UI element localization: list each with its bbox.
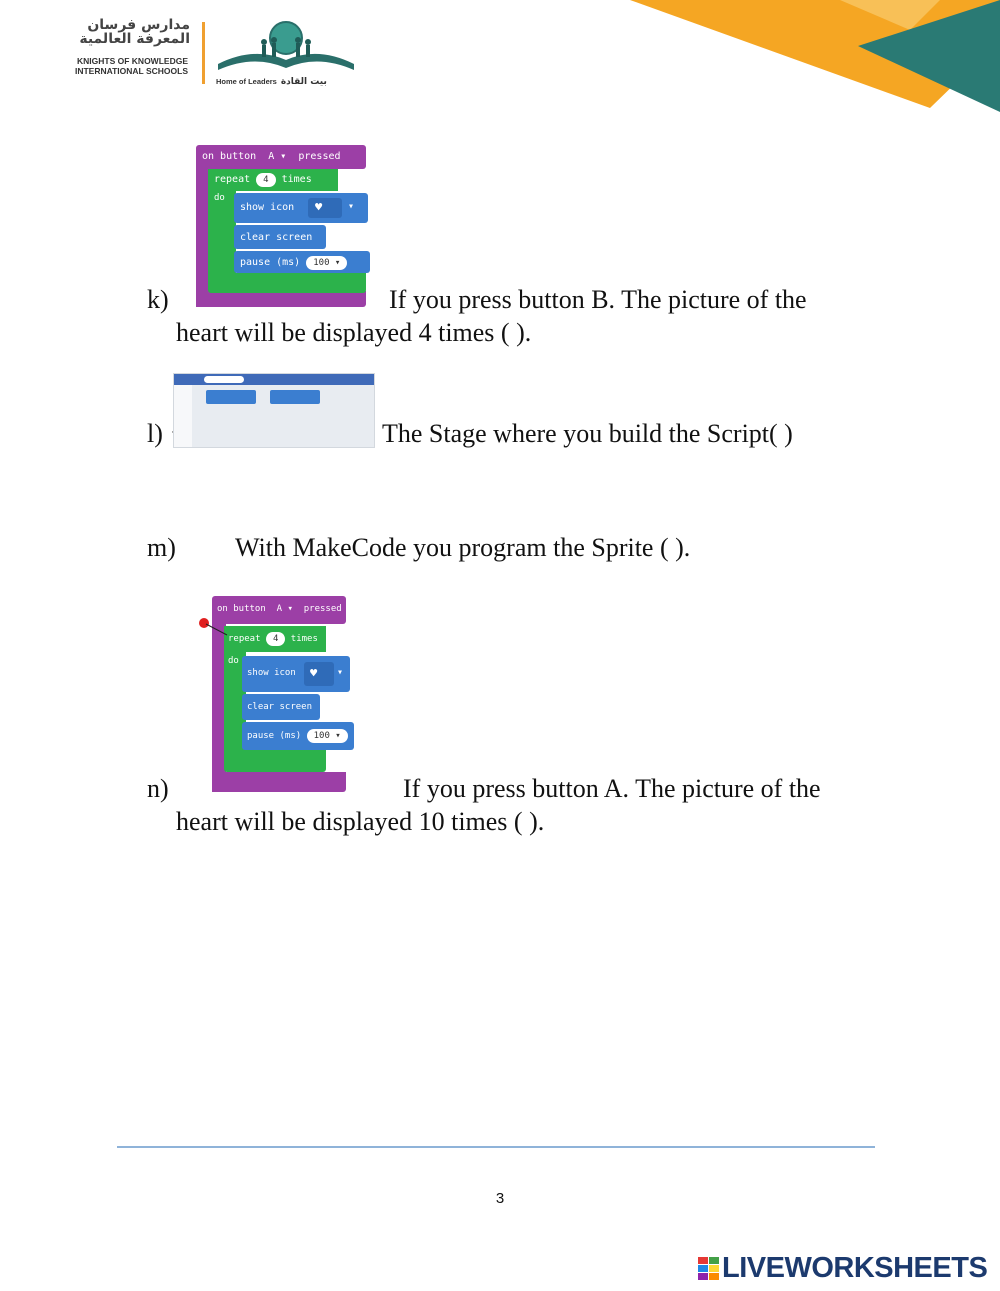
question-l-text: The Stage where you build the Script( ) — [382, 419, 793, 448]
tagline-arabic: بيت القادة — [280, 77, 327, 87]
code-block-k — [196, 145, 372, 307]
question-n-line1: If you press button A. The picture of the — [403, 774, 821, 803]
question-k-line1: If you press button B. The picture of the — [389, 285, 807, 314]
repeat-block: repeat 4 times — [224, 626, 326, 652]
on-button-block: on button A ▾ pressed — [212, 596, 346, 624]
school-logo-text-english: KNIGHTS OF KNOWLEDGE INTERNATIONAL SCHOOLS — [74, 56, 188, 76]
school-logo-text-arabic: مدارس فرسان المعرفة العالمية — [79, 17, 190, 47]
header-divider — [202, 22, 205, 84]
page-number: 3 — [495, 1190, 505, 1207]
question-m-text: With MakeCode you program the Sprite ( ). — [235, 533, 691, 562]
repeat-block-foot — [224, 750, 326, 772]
question-n-line2: heart will be displayed 10 times ( ). — [176, 807, 545, 836]
corner-decoration-icon — [610, 0, 1000, 112]
workspace-block — [206, 390, 256, 404]
show-icon-block: show icon ♥ ▾ — [234, 193, 368, 223]
question-k-line2: heart will be displayed 4 times ( ). — [176, 318, 532, 347]
on-button-block: on button A ▾ pressed — [196, 145, 366, 169]
event-block-foot — [212, 772, 346, 792]
pause-block: pause (ms) 100 ▾ — [242, 722, 354, 750]
makecode-workspace-screenshot — [173, 373, 375, 448]
question-n-label: n) — [147, 774, 169, 803]
liveworksheets-logo-icon — [698, 1257, 720, 1281]
show-icon-block: show icon ♥ ▾ — [242, 656, 350, 692]
liveworksheets-brand: LIVEWORKSHEETS — [722, 1252, 988, 1284]
question-m-label: m) — [147, 533, 176, 562]
repeat-block-foot — [208, 273, 366, 293]
repeat-block-body: do — [208, 191, 236, 275]
tagline — [216, 77, 327, 87]
question-l-label: l) — [147, 419, 163, 448]
footer-divider — [117, 1146, 875, 1148]
heart-icon: ♥ — [304, 662, 334, 686]
heart-icon: ♥ — [308, 198, 342, 218]
clear-screen-block: clear screen — [242, 694, 320, 720]
pause-block: pause (ms) 100 ▾ — [234, 251, 370, 273]
tagline-english: Home of Leaders — [216, 77, 277, 86]
repeat-block: repeat 4 times — [208, 169, 338, 191]
workspace-tab — [204, 376, 244, 383]
pointer-dot-icon — [197, 617, 231, 639]
question-k-label: k) — [147, 285, 169, 314]
event-block-foot — [196, 291, 366, 307]
workspace-sidebar — [174, 385, 192, 447]
school-emblem-icon — [214, 16, 358, 78]
clear-screen-block: clear screen — [234, 225, 326, 249]
repeat-block-body: do — [224, 652, 246, 752]
workspace-block — [270, 390, 320, 404]
code-block-n — [212, 596, 357, 792]
